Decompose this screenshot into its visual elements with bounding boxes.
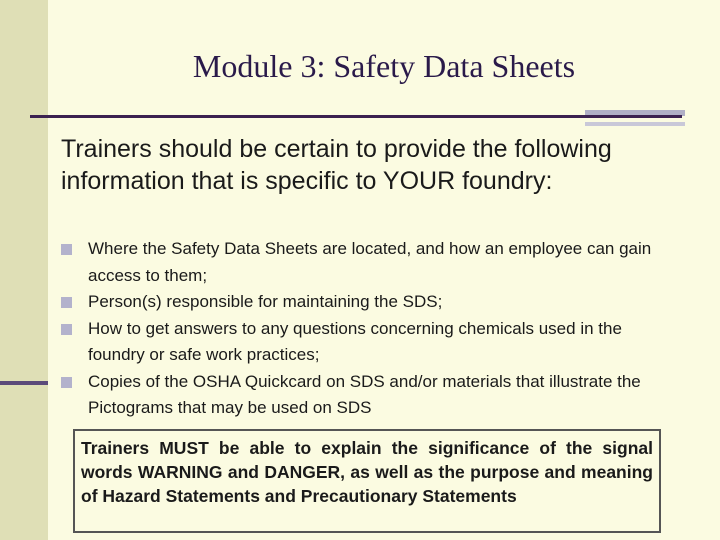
bullet-text: Copies of the OSHA Quickcard on SDS and/or materials that illustrate the Pictograms that may be used on SDS: [88, 371, 641, 417]
list-item: [60, 289, 680, 316]
bullet-text: How to get answers to any questions concerning chemicals used in the foundry or safe work practices;: [88, 318, 622, 364]
left-accent-bar: [0, 381, 48, 385]
title-rule: [30, 115, 682, 118]
callout-text: Trainers MUST be able to explain the significance of the signal words WARNING and DANGER, as well as the purpose and meaning of Hazard Statements and Precautionary Statements: [81, 438, 653, 506]
bullet-text: Where the Safety Data Sheets are located, and how an employee can gain access to them;: [88, 239, 652, 285]
title-rule-accent-lower: [585, 122, 685, 126]
left-sidebar-stripe: [0, 0, 48, 540]
square-bullet-icon: [61, 377, 72, 388]
intro-text: Trainers should be certain to provide the following information that is specific to YOUR foundry:: [61, 135, 612, 195]
callout-box: [73, 429, 661, 533]
bullet-list: [60, 236, 680, 422]
square-bullet-icon: [61, 297, 72, 308]
slide-title: Module 3: Safety Data Sheets: [192, 48, 576, 84]
list-item: [60, 316, 680, 369]
list-item: [60, 236, 680, 289]
square-bullet-icon: [61, 324, 72, 335]
list-item: [60, 369, 680, 422]
square-bullet-icon: [61, 244, 72, 255]
bullet-text: Person(s) responsible for maintaining the SDS;: [88, 292, 443, 311]
